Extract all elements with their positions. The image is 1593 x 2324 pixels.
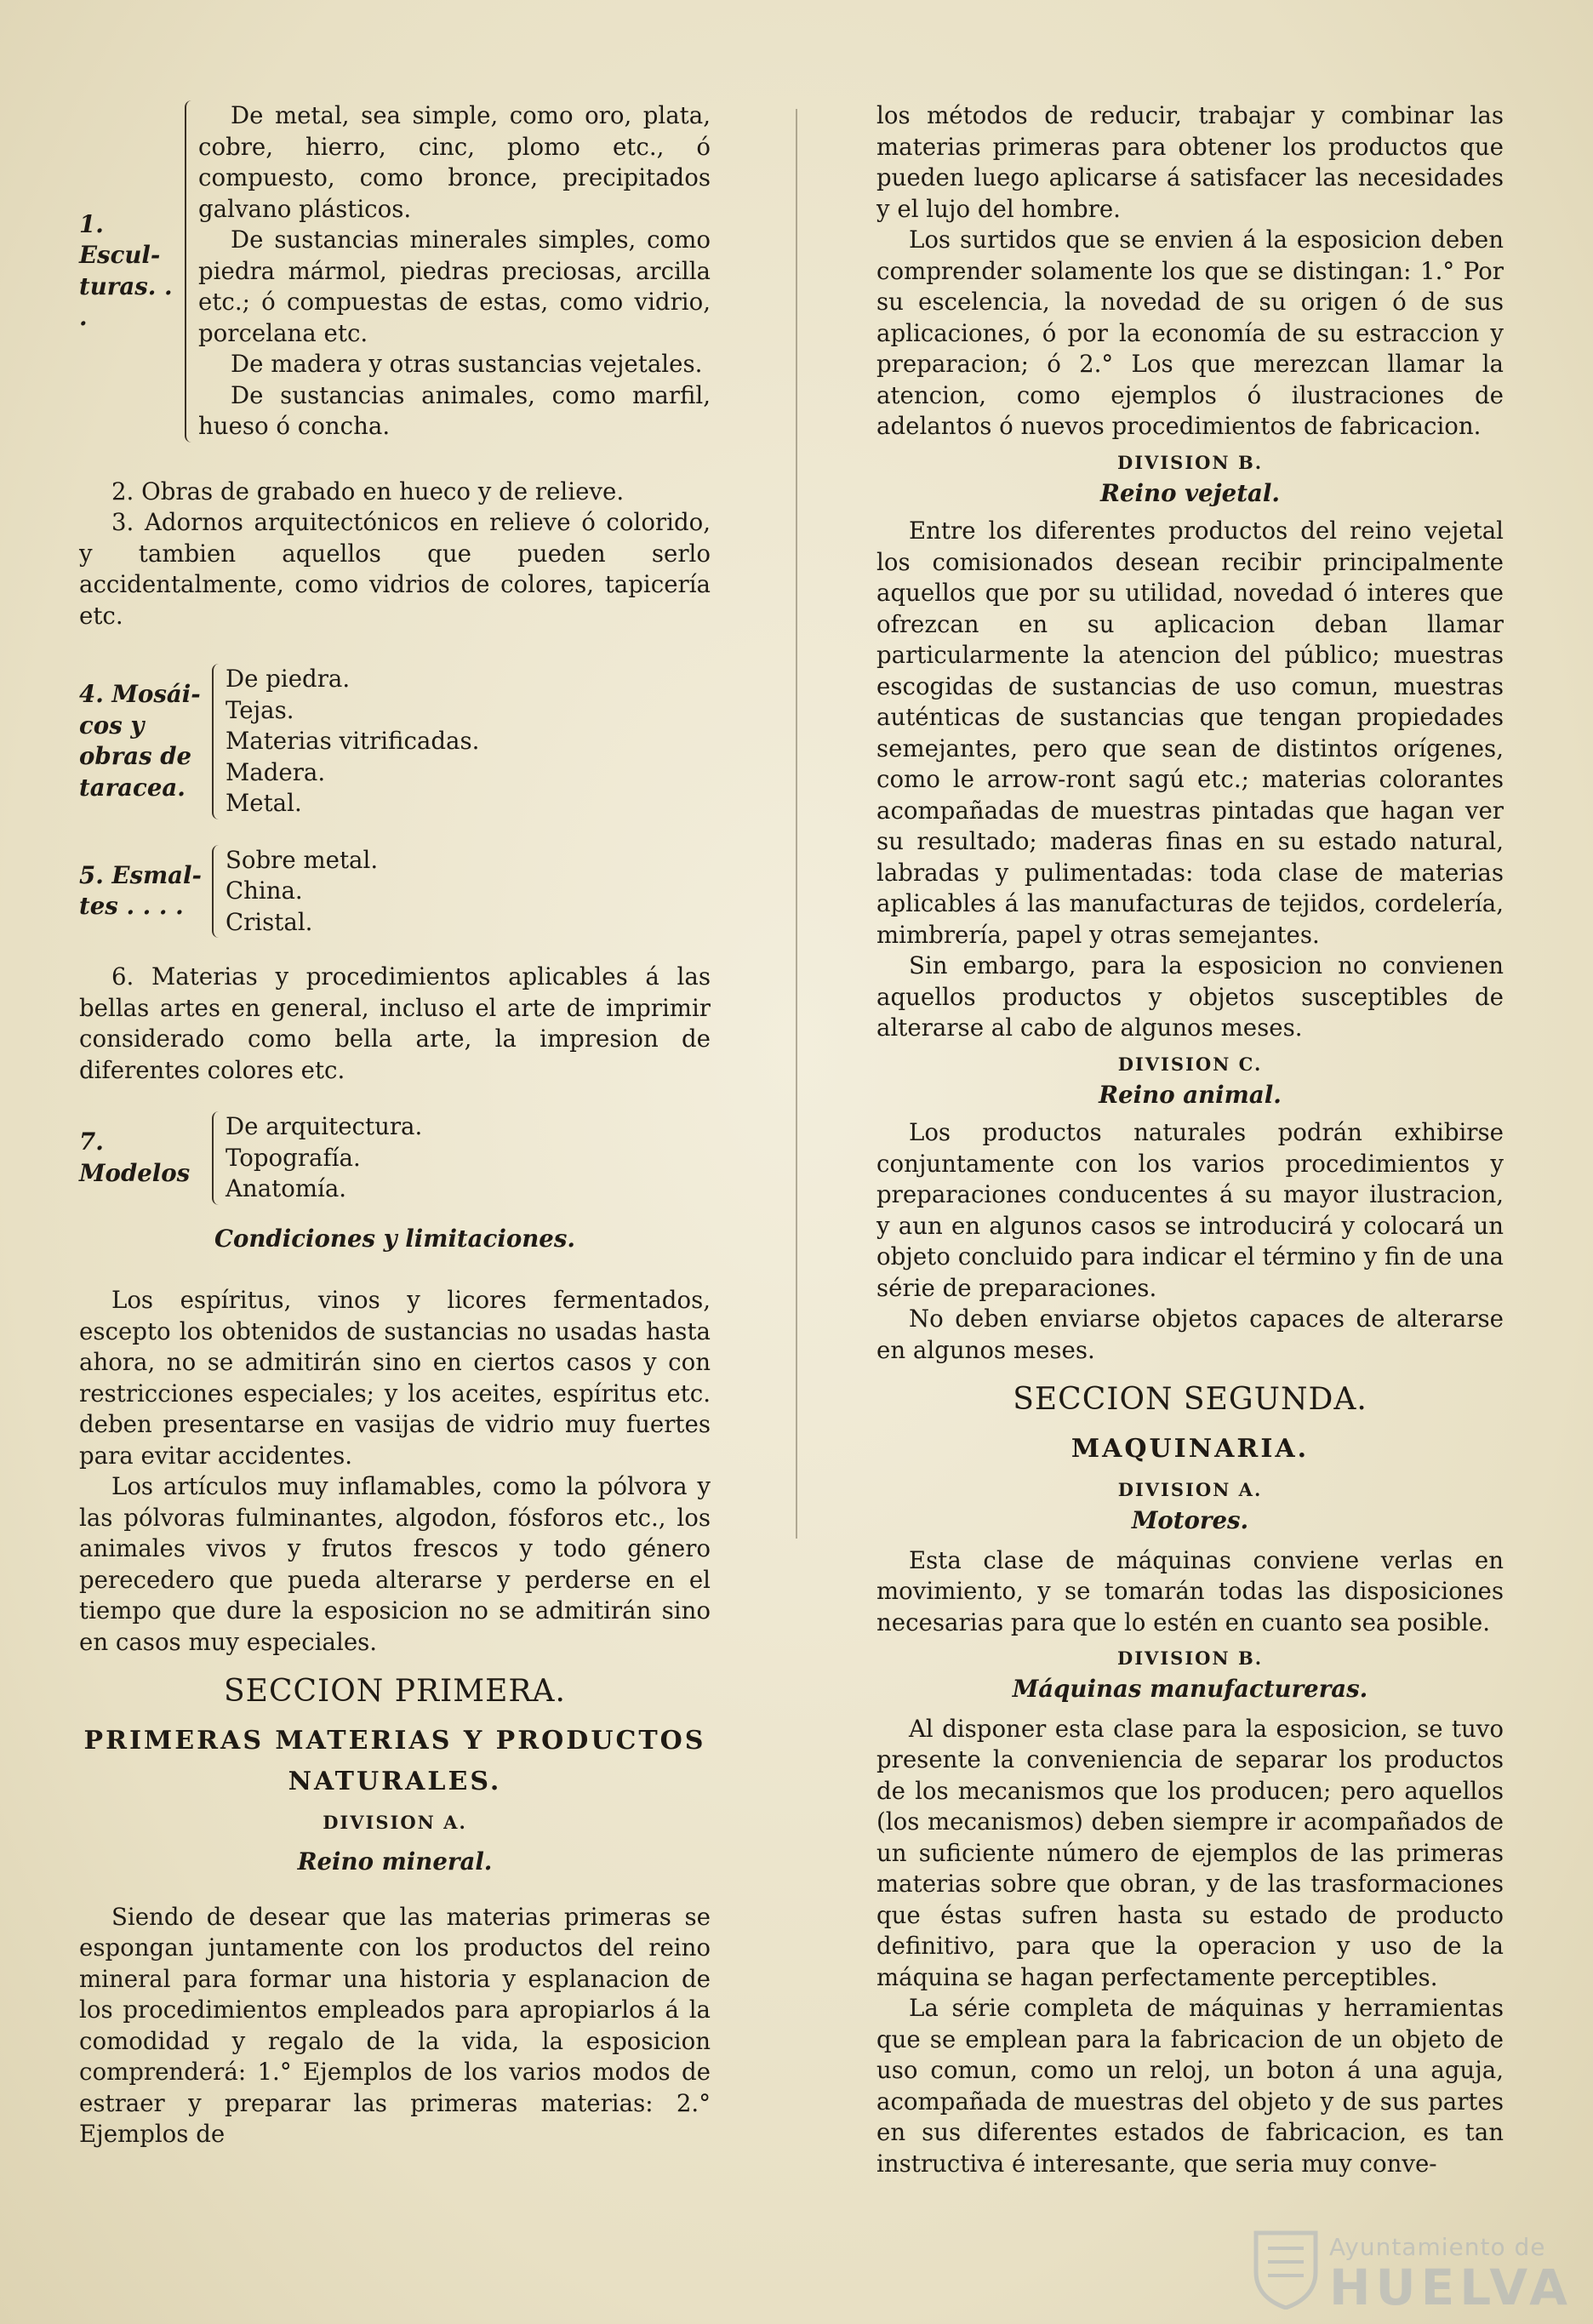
division-label: DIVISION B. [1117,1647,1263,1669]
list-item: De piedra. [226,665,351,693]
conditions-paragraph: Los espíritus, vinos y licores fermentados, escepto los obtenidos de sustancias no usadas hasta ahora, no se admitirán sino en ciertos casos y con restricciones especiales; y los aceites, espíritus etc. deben presentarse en vasijas de vidrio muy fuertes para evitar accidentes. [79,1286,711,1470]
group-esculturas [79,100,711,443]
paragraph: Los surtidos que se envien á la esposicion deben comprender solamente los que se distingan: 1.° Por su escelencia, la novedad de su origen ó de sus aplicaciones, ó por la economía de su estraccion y preparacion; ó 2.° Los que merezcan llamar la atencion, como ejemplos ó ilustraciones de adelantos ó nuevos procedimientos de fabricacion. [876,226,1504,440]
division-label: DIVISION A. [1117,1479,1263,1500]
list-item: Metal. [226,789,302,817]
division-title: Motores. [1131,1506,1249,1534]
list-item: Topografía. [226,1143,361,1172]
division-paragraph: La série completa de máquinas y herramientas que se emplean para la fabricacion de un objeto de uso comun, como un reloj, un boton á una aguja, acompañada de muestras del objeto y de sus partes en sus diferentes estados de fabricacion, es tan instructiva é interesante, que seria muy conve- [876,1994,1504,2178]
group-items [226,664,711,819]
list-item: Sobre metal. [226,845,379,874]
list-item: Madera. [226,757,326,786]
item-6: 6. Materias y procedimientos aplicables á las bellas artes en general, incluso el arte de imprimir considerado como bella arte, la impresion de diferentes colores etc. [79,962,711,1084]
division-label: DIVISION B. [1117,451,1263,473]
list-item: De arquitectura. [226,1112,423,1140]
division-paragraph: Esta clase de máquinas conviene verlas en movimiento, y se tomarán todas las disposiciones necesarias para que lo estén en cuanto sea posible. [876,1545,1504,1636]
group-esmaltes [79,845,711,939]
conditions-paragraph: Los artículos muy inflamables, como la pólvora y las pólvoras fulminantes, algodon, fósforos etc., los animales vivos y frutos frescos y todo género perecedero que pueda alterarse y perderse en el tiempo que dure la esposicion no se admitirán sino en casos muy especiales. [79,1472,711,1656]
watermark-line2: HUELVA [1329,2258,1573,2316]
list-item: De madera y otras sustancias vejetales. [231,350,703,378]
division-label: DIVISION C. [1117,1053,1263,1075]
division-paragraph: Siendo de desear que las materias primeras se espongan juntamente con los productos del reino mineral para formar una historia y esplanacion de los procedimientos empleados para apropiarlos á la comodidad y regalo de la vida, la esposicion comprenderá: 1.° Ejemplos de los varios modos de estraer y preparar las primeras materias: 2.° Ejemplos de [79,1902,711,2148]
section-title: SECCION PRIMERA. [224,1674,566,1709]
division-paragraph: Sin embargo, para la esposicion no convienen aquellos productos y objetos susceptibles de alterarse al cabo de algunos meses. [876,951,1504,1042]
division-paragraph: Los productos naturales podrán exhibirse conjuntamente con los varios procedimientos y preparaciones conducentes á su mayor ilustracion, y aun en algunos casos se introducirá y colocará un objeto concluido para indicar el término y fin de una série de preparaciones. [876,1118,1504,1302]
division-label: DIVISION A. [323,1812,467,1833]
list-item: De metal, sea simple, como oro, plata, cobre, hierro, cinc, plomo etc., ó compuesto, como bronce, precipitados galvano plásticos. [198,101,711,223]
watermark-line1: Ayuntamiento de [1329,2233,1546,2261]
item-2: 2. Obras de grabado en hueco y de relieve. [111,477,625,505]
list-item: Anatomía. [226,1174,347,1202]
section-subtitle: MAQUINARIA. [1071,1434,1310,1464]
group-label: 5. Esmal- tes . . . . [79,860,202,921]
list-item: De sustancias animales, como marfil, hueso ó concha. [198,380,711,440]
division-title: Reino vejetal. [1100,478,1280,507]
group-label: 1. Escul- turas. . . [79,209,173,332]
group-label: 4. Mosái- cos y obras de taracea. [79,680,201,802]
brace [212,1111,220,1205]
division-title: Reino mineral. [297,1847,493,1876]
group-label: 7. Modelos [79,1128,191,1187]
section-title: SECCION SEGUNDA. [1013,1382,1367,1417]
list-item: China. [226,876,303,905]
group-items [198,100,711,443]
column-divider [796,109,797,1539]
right-column [876,100,1504,2179]
group-mosaicos [79,664,711,819]
group-items [226,1111,711,1205]
left-column [79,100,711,2150]
list-item: De sustancias minerales simples, como piedra mármol, piedras preciosas, arcilla etc.; ó compuestas de estas, como vidrio, porcelana etc. [198,226,711,347]
division-title: Máquinas manufactureras. [1012,1675,1368,1703]
continued-paragraph: los métodos de reducir, trabajar y combinar las materias primeras para obtener los productos que pueden luego aplicarse á satisfacer las necesidades y el lujo del hombre. [876,101,1504,223]
brace [212,664,220,819]
shield-icon [1251,2228,1321,2310]
brace [212,845,220,939]
list-item: Tejas. [226,695,294,724]
list-item: Cristal. [226,907,313,936]
item-3: 3. Adornos arquitectónicos en relieve ó colorido, y tambien aquellos que pueden serlo accidentalmente, como vidrios de colores, tapicería etc. [79,508,711,630]
division-paragraph: No deben enviarse objetos capaces de alterarse en algunos meses. [876,1305,1504,1364]
list-item: Materias vitrificadas. [226,727,480,755]
division-paragraph: Al disponer esta clase para la esposicion, se tuvo presente la conveniencia de separar los productos de los mecanismos que los producen; pero aquellos (los mecanismos) deben siempre ir acompañados de un suficiente número de ejemplos de las primeras materias sobre que obran, y de las trasformaciones que éstas sufren hasta su estado de producto definitivo, para que la operacion y uso de la máquina se hagan perfectamente perceptibles. [876,1714,1504,1991]
section-subtitle: PRIMERAS MATERIAS Y PRODUCTOS NATURALES. [83,1726,706,1796]
division-title: Reino animal. [1099,1080,1282,1109]
group-modelos [79,1111,711,1205]
brace [185,100,193,443]
division-paragraph: Entre los diferentes productos del reino vejetal los comisionados desean recibir principalmente aquellos que por su utilidad, novedad ó interes que ofrezcan en su aplicacion deban llamar particularmente la atencion del público; muestras escogidas de sustancias de uso comun, muestras auténticas de sustancias que tengan propiedades semejantes, pero que sean de distintos orígenes, como le arrow-ront sagú etc.; materias colorantes acompañadas de muestras pintadas que hagan ver su resultado; maderas finas en su estado natural, labradas y pulimentadas: toda clase de materias aplicables á las manufacturas de tejidos, cordelería, mimbrería, papel y otras semejantes. [876,517,1504,949]
group-items [226,845,711,939]
conditions-title: Condiciones y limitaciones. [214,1224,575,1253]
watermark [1251,2221,1574,2315]
